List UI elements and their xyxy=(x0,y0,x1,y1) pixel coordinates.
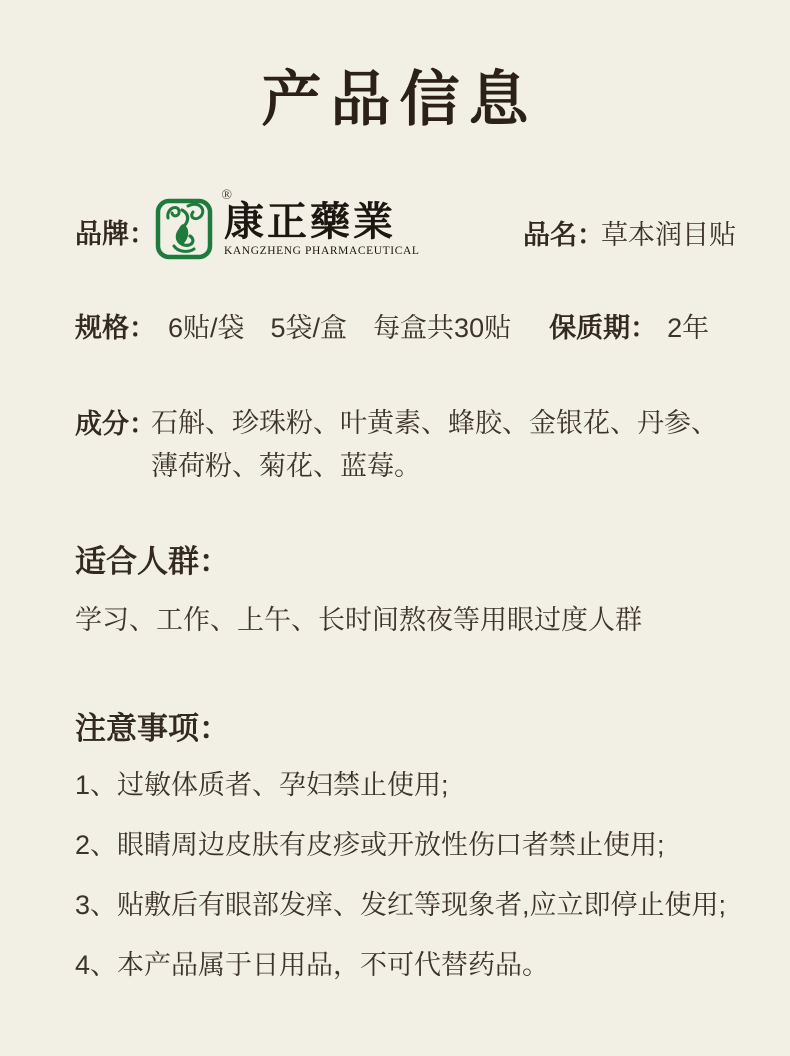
ingredients-text xyxy=(151,402,718,488)
notes-heading: 注意事项： xyxy=(75,711,230,746)
page-title: 产品信息 xyxy=(261,66,538,133)
ingredients-line-2: 薄荷粉、菊花、蓝莓。 xyxy=(151,451,421,481)
note-item-1: 1、过敏体质者、孕妇禁止使用; xyxy=(75,770,449,800)
product-name-label: 品名： xyxy=(523,220,604,250)
ingredients-row xyxy=(75,402,718,488)
brand-name-cn: 康正藥業 xyxy=(224,199,396,244)
brand-name-en: KANGZHENG PHARMACEUTICAL xyxy=(224,245,420,257)
ingredients-label: 成分： xyxy=(75,409,156,439)
shelf-life-label: 保质期： xyxy=(549,313,658,343)
audience-heading: 适合人群： xyxy=(75,544,230,579)
brand-lockup xyxy=(224,200,420,257)
note-item-2: 2、眼睛周边皮肤有皮疹或开放性伤口者禁止使用; xyxy=(75,830,665,860)
registered-trademark-icon: ® xyxy=(221,188,232,203)
audience-body: 学习、工作、上午、长时间熬夜等用眼过度人群 xyxy=(75,605,642,635)
note-item-3: 3、贴敷后有眼部发痒、发红等现象者,应立即停止使用; xyxy=(75,890,727,920)
spec-value-per-bag: 6贴/袋 xyxy=(168,313,245,343)
note-item-4: 4、本产品属于日用品，不可代替药品。 xyxy=(75,950,550,980)
product-name-value: 草本润目贴 xyxy=(601,220,736,250)
shelf-life-value: 2年 xyxy=(667,313,710,343)
spec-value-per-box: 5袋/盒 xyxy=(270,313,348,343)
brand-label: 品牌： xyxy=(75,219,156,249)
notes-list xyxy=(75,768,726,1008)
kangzheng-emblem-icon xyxy=(154,188,232,264)
spec-label: 规格： xyxy=(75,313,156,343)
spec-value-total: 每盒共30贴 xyxy=(373,313,512,343)
ingredients-line-1: 石斛、珍珠粉、叶黄素、蜂胶、金银花、丹参、 xyxy=(151,408,718,438)
spec-row xyxy=(75,306,709,345)
